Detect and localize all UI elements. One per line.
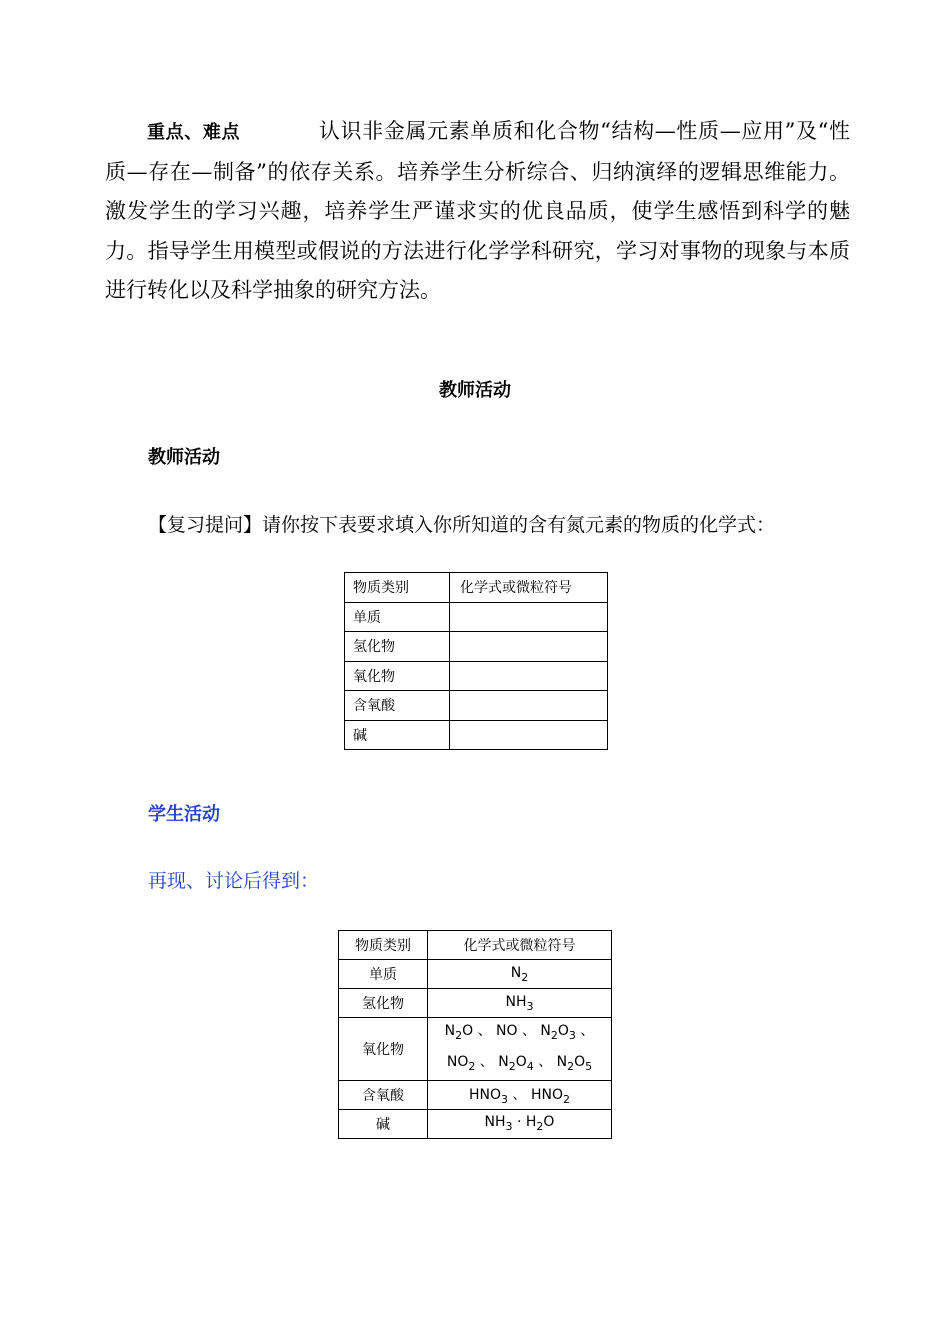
key-points-paragraph bbox=[105, 112, 850, 311]
table-header-row bbox=[345, 573, 608, 603]
category-cell: 单质 bbox=[339, 960, 428, 989]
table-row bbox=[345, 691, 608, 721]
review-question: 【复习提问】请你按下表要求填入你所知道的含有氮元素的物质的化学式： bbox=[148, 514, 776, 536]
student-activity-heading: 学生活动 bbox=[148, 804, 220, 825]
header-category: 物质类别 bbox=[339, 931, 428, 960]
table-row bbox=[339, 1080, 612, 1109]
formula-cell: $NH_3 \cdot H_2O$ bbox=[428, 1109, 612, 1138]
empty-cell bbox=[450, 720, 608, 750]
table-row bbox=[339, 1018, 612, 1081]
table-row bbox=[339, 1109, 612, 1138]
header-category: 物质类别 bbox=[345, 573, 450, 603]
formula-cell: $N_2$ bbox=[428, 960, 612, 989]
teacher-activity-heading: 教师活动 bbox=[148, 447, 220, 468]
table-row bbox=[345, 720, 608, 750]
category-cell: 碱 bbox=[345, 720, 450, 750]
table-row bbox=[345, 632, 608, 662]
blank-table bbox=[344, 572, 608, 750]
category-cell: 含氧酸 bbox=[345, 691, 450, 721]
empty-cell bbox=[450, 661, 608, 691]
table-row bbox=[339, 989, 612, 1018]
category-cell: 氢化物 bbox=[339, 989, 428, 1018]
formula-cell: $HNO_3$ 、 $HNO_2$ bbox=[428, 1080, 612, 1109]
table-header-row bbox=[339, 931, 612, 960]
table-row bbox=[339, 960, 612, 989]
category-cell: 碱 bbox=[339, 1109, 428, 1138]
table-row bbox=[345, 602, 608, 632]
section-title: 教师活动 bbox=[439, 380, 511, 401]
empty-cell bbox=[450, 632, 608, 662]
category-cell: 氢化物 bbox=[345, 632, 450, 662]
empty-cell bbox=[450, 602, 608, 632]
key-points-label: 重点、难点 bbox=[147, 122, 241, 143]
table-row bbox=[345, 661, 608, 691]
empty-cell bbox=[450, 691, 608, 721]
header-formula: 化学式或微粒符号 bbox=[450, 573, 608, 603]
header-formula: 化学式或微粒符号 bbox=[428, 931, 612, 960]
key-points-text: 认识非金属元素单质和化合物“结构—性质—应用”及“性质—存在—制备”的依存关系。培养学生分析综合、归纳演绎的逻辑思维能力。激发学生的学习兴趣，培养学生严谨求实的优良品质，使学生感悟到科学的魅力。指导学生用模型或假说的方法进行化学学科研究，学习对事物的现象与本质进行转化以及科学抽象的研究方法。 bbox=[105, 119, 850, 302]
category-cell: 含氧酸 bbox=[339, 1080, 428, 1109]
category-cell: 单质 bbox=[345, 602, 450, 632]
answer-table bbox=[338, 930, 612, 1139]
formula-cell: $NH_3$ bbox=[428, 989, 612, 1018]
category-cell: 氧化物 bbox=[339, 1018, 428, 1081]
formula-cell: $N_2O$ 、 NO 、 $N_2O_3$ 、 $NO_2$ 、 $N_2O_4$ 、 $N_2O_5$ bbox=[428, 1018, 612, 1081]
category-cell: 氧化物 bbox=[345, 661, 450, 691]
result-intro: 再现、讨论后得到： bbox=[148, 870, 320, 892]
